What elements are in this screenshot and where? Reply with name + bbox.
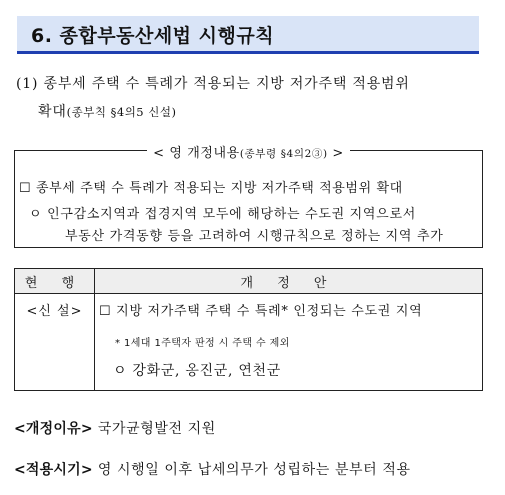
box-line-3: 부동산 가격동향 등을 고려하여 시행규칙으로 정하는 지역 추가	[65, 229, 444, 244]
current-cell: <신 설>	[15, 294, 95, 391]
effective-line	[14, 459, 411, 479]
effective-text: 영 시행일 이후 납세의무가 성립하는 분부터 적용	[97, 462, 411, 478]
comparison-table	[14, 268, 483, 391]
box-title-ref: (종부령 §4의2③)	[239, 148, 328, 160]
amendment-box	[14, 146, 483, 248]
proposed-line-3: ㅇ 강화군, 옹진군, 연천군	[113, 363, 281, 379]
item-heading-cont	[38, 101, 176, 121]
effective-label: <적용시기>	[14, 462, 93, 478]
reason-line	[14, 418, 216, 438]
reason-text: 국가균형발전 지원	[97, 421, 216, 437]
item-ref: (종부칙 §4의5 신설)	[66, 105, 177, 119]
item-heading	[16, 73, 410, 93]
box-title-end: >	[327, 146, 344, 161]
amendment-box-title	[15, 142, 482, 161]
item-number: (1)	[16, 76, 39, 92]
box-line-2: ㅇ 인구감소지역과 접경지역 모두에 해당하는 수도권 지역으로서	[29, 207, 416, 222]
reason-label: <개정이유>	[14, 421, 93, 437]
section-header	[17, 16, 479, 54]
item-text: 종부세 주택 수 특례가 적용되는 지방 저가주택 적용범위	[43, 76, 410, 92]
item-text-2: 확대	[38, 104, 67, 120]
header-current: 현 행	[15, 269, 95, 294]
proposed-note: * 1세대 1주택자 판정 시 주택 수 제외	[115, 338, 290, 349]
header-proposed: 개 정 안	[95, 269, 483, 294]
section-title: 6. 종합부동산세법 시행규칙	[31, 25, 275, 47]
box-line-1: ☐ 종부세 주택 수 특례가 적용되는 지방 저가주택 적용범위 확대	[19, 181, 403, 196]
proposed-cell	[95, 294, 483, 391]
box-title-text: < 영 개정내용	[153, 146, 240, 161]
proposed-line-1: ☐ 지방 저가주택 주택 수 특례* 인정되는 수도권 지역	[99, 304, 423, 319]
